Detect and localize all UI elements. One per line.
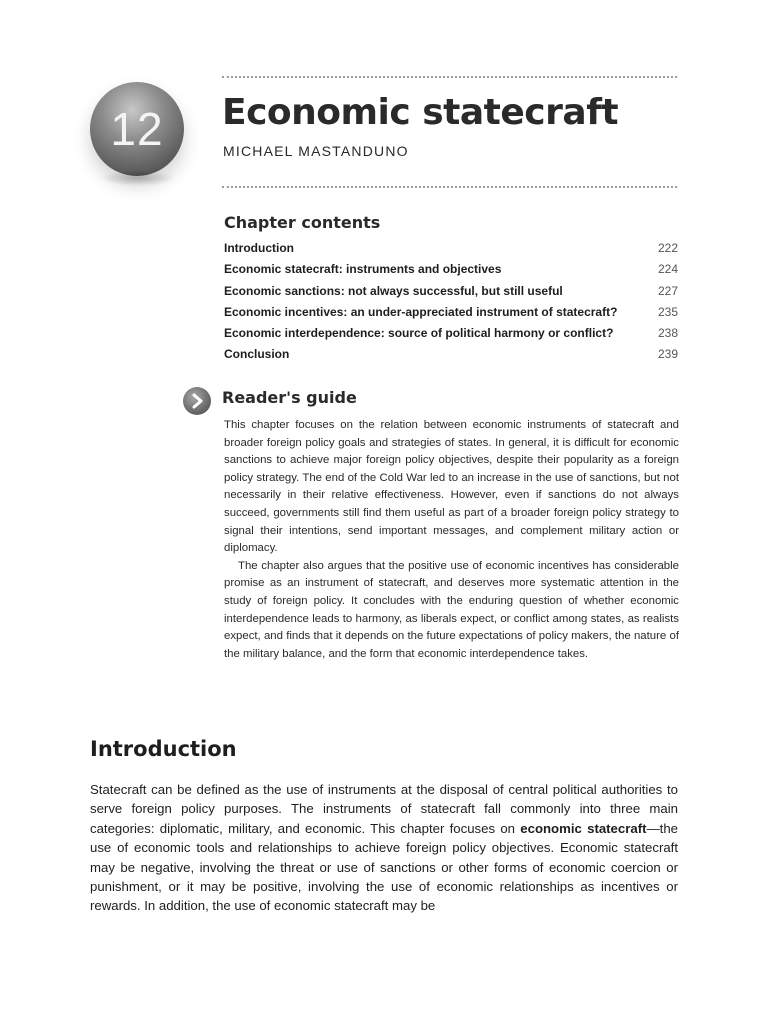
- toc-entry-page: 235: [657, 304, 678, 319]
- bottom-dotted-rule: [222, 186, 677, 188]
- intro-text-part: Statecraft can be defined as the use of instruments at the disposal of central political authorities to serve foreign policy purposes. The instruments of statecraft fall commonly into three main categories: diplomatic, military, and economic. This chapter focuses on: [90, 782, 678, 836]
- introduction-text: [90, 780, 678, 916]
- toc-entry-page: 224: [657, 262, 678, 277]
- toc-row[interactable]: [224, 323, 678, 344]
- toc-row[interactable]: [224, 238, 678, 259]
- toc-entry-title: Conclusion: [224, 347, 290, 362]
- table-of-contents: [224, 238, 678, 366]
- toc-entry-title: Economic incentives: an under-appreciated instrument of statecraft?: [224, 304, 618, 319]
- toc-row[interactable]: [224, 259, 678, 280]
- toc-entry-title: Economic interdependence: source of political harmony or conflict?: [224, 326, 614, 341]
- toc-entry-page: 238: [657, 326, 678, 341]
- toc-entry-title: Introduction: [224, 241, 294, 255]
- arrow-glyph: [187, 391, 207, 411]
- readers-guide-text: [224, 417, 679, 663]
- key-term: economic statecraft: [520, 820, 647, 836]
- readers-guide-paragraph: The chapter also argues that the positive use of economic incentives has considerable promise as an instrument of statecraft, and deserves more systematic attention in the study of foreign policy. It concludes with the enduring question of whether economic interdependence leads to harmony, as liberals expect, or conflict among states, as realists expect, and finds that it depends on the future expectations of policy makers, the nature of the military balance, and the form that economic interdependence takes.: [224, 559, 679, 660]
- chapter-contents-heading: Chapter contents: [224, 213, 381, 232]
- introduction-paragraph: [90, 780, 678, 916]
- toc-row[interactable]: [224, 344, 678, 365]
- chapter-number-badge: [90, 82, 184, 176]
- toc-entry-page: 239: [657, 347, 678, 362]
- intro-text-part: —the use of economic tools and relationships to achieve foreign policy objectives. Economic statecraft may be negative, involving the threat or use of sanctions or other forms of economic coercion or punishment, or it may be positive, involving the use of economic relationships as incentives or rewards. In addition, the use of economic statecraft may be: [90, 820, 679, 914]
- toc-entry-title: Economic sanctions: not always successful, but still useful: [224, 283, 563, 298]
- chapter-author: MICHAEL MASTANDUNO: [223, 143, 409, 159]
- toc-entry-title: Economic statecraft: instruments and objectives: [224, 262, 502, 277]
- toc-row[interactable]: [224, 281, 678, 302]
- readers-guide-heading: Reader's guide: [222, 388, 357, 407]
- readers-guide-paragraph: This chapter focuses on the relation between economic instruments of statecraft and broader foreign policy goals and strategies of states. In general, it is difficult for economic sanctions to achieve major foreign policy objectives, despite their popularity as a foreign policy strategy. The end of the Cold War led to an increase in the use of sanctions, but not necessarily in their relative effectiveness. However, even if sanctions do not always succeed, governments still find them useful as part of a broader foreign policy strategy to signal their intentions, send important messages, and complement military action or diplomacy.: [224, 419, 679, 555]
- toc-entry-page: 227: [657, 283, 678, 298]
- arrow-right-circle-icon: [183, 387, 211, 415]
- chapter-title: Economic statecraft: [222, 92, 619, 133]
- chapter-number: 12: [110, 103, 164, 155]
- toc-row[interactable]: [224, 302, 678, 323]
- badge-shadow: [100, 170, 176, 186]
- toc-entry-page: 222: [657, 241, 678, 255]
- top-dotted-rule: [222, 76, 677, 78]
- introduction-heading: Introduction: [90, 737, 237, 761]
